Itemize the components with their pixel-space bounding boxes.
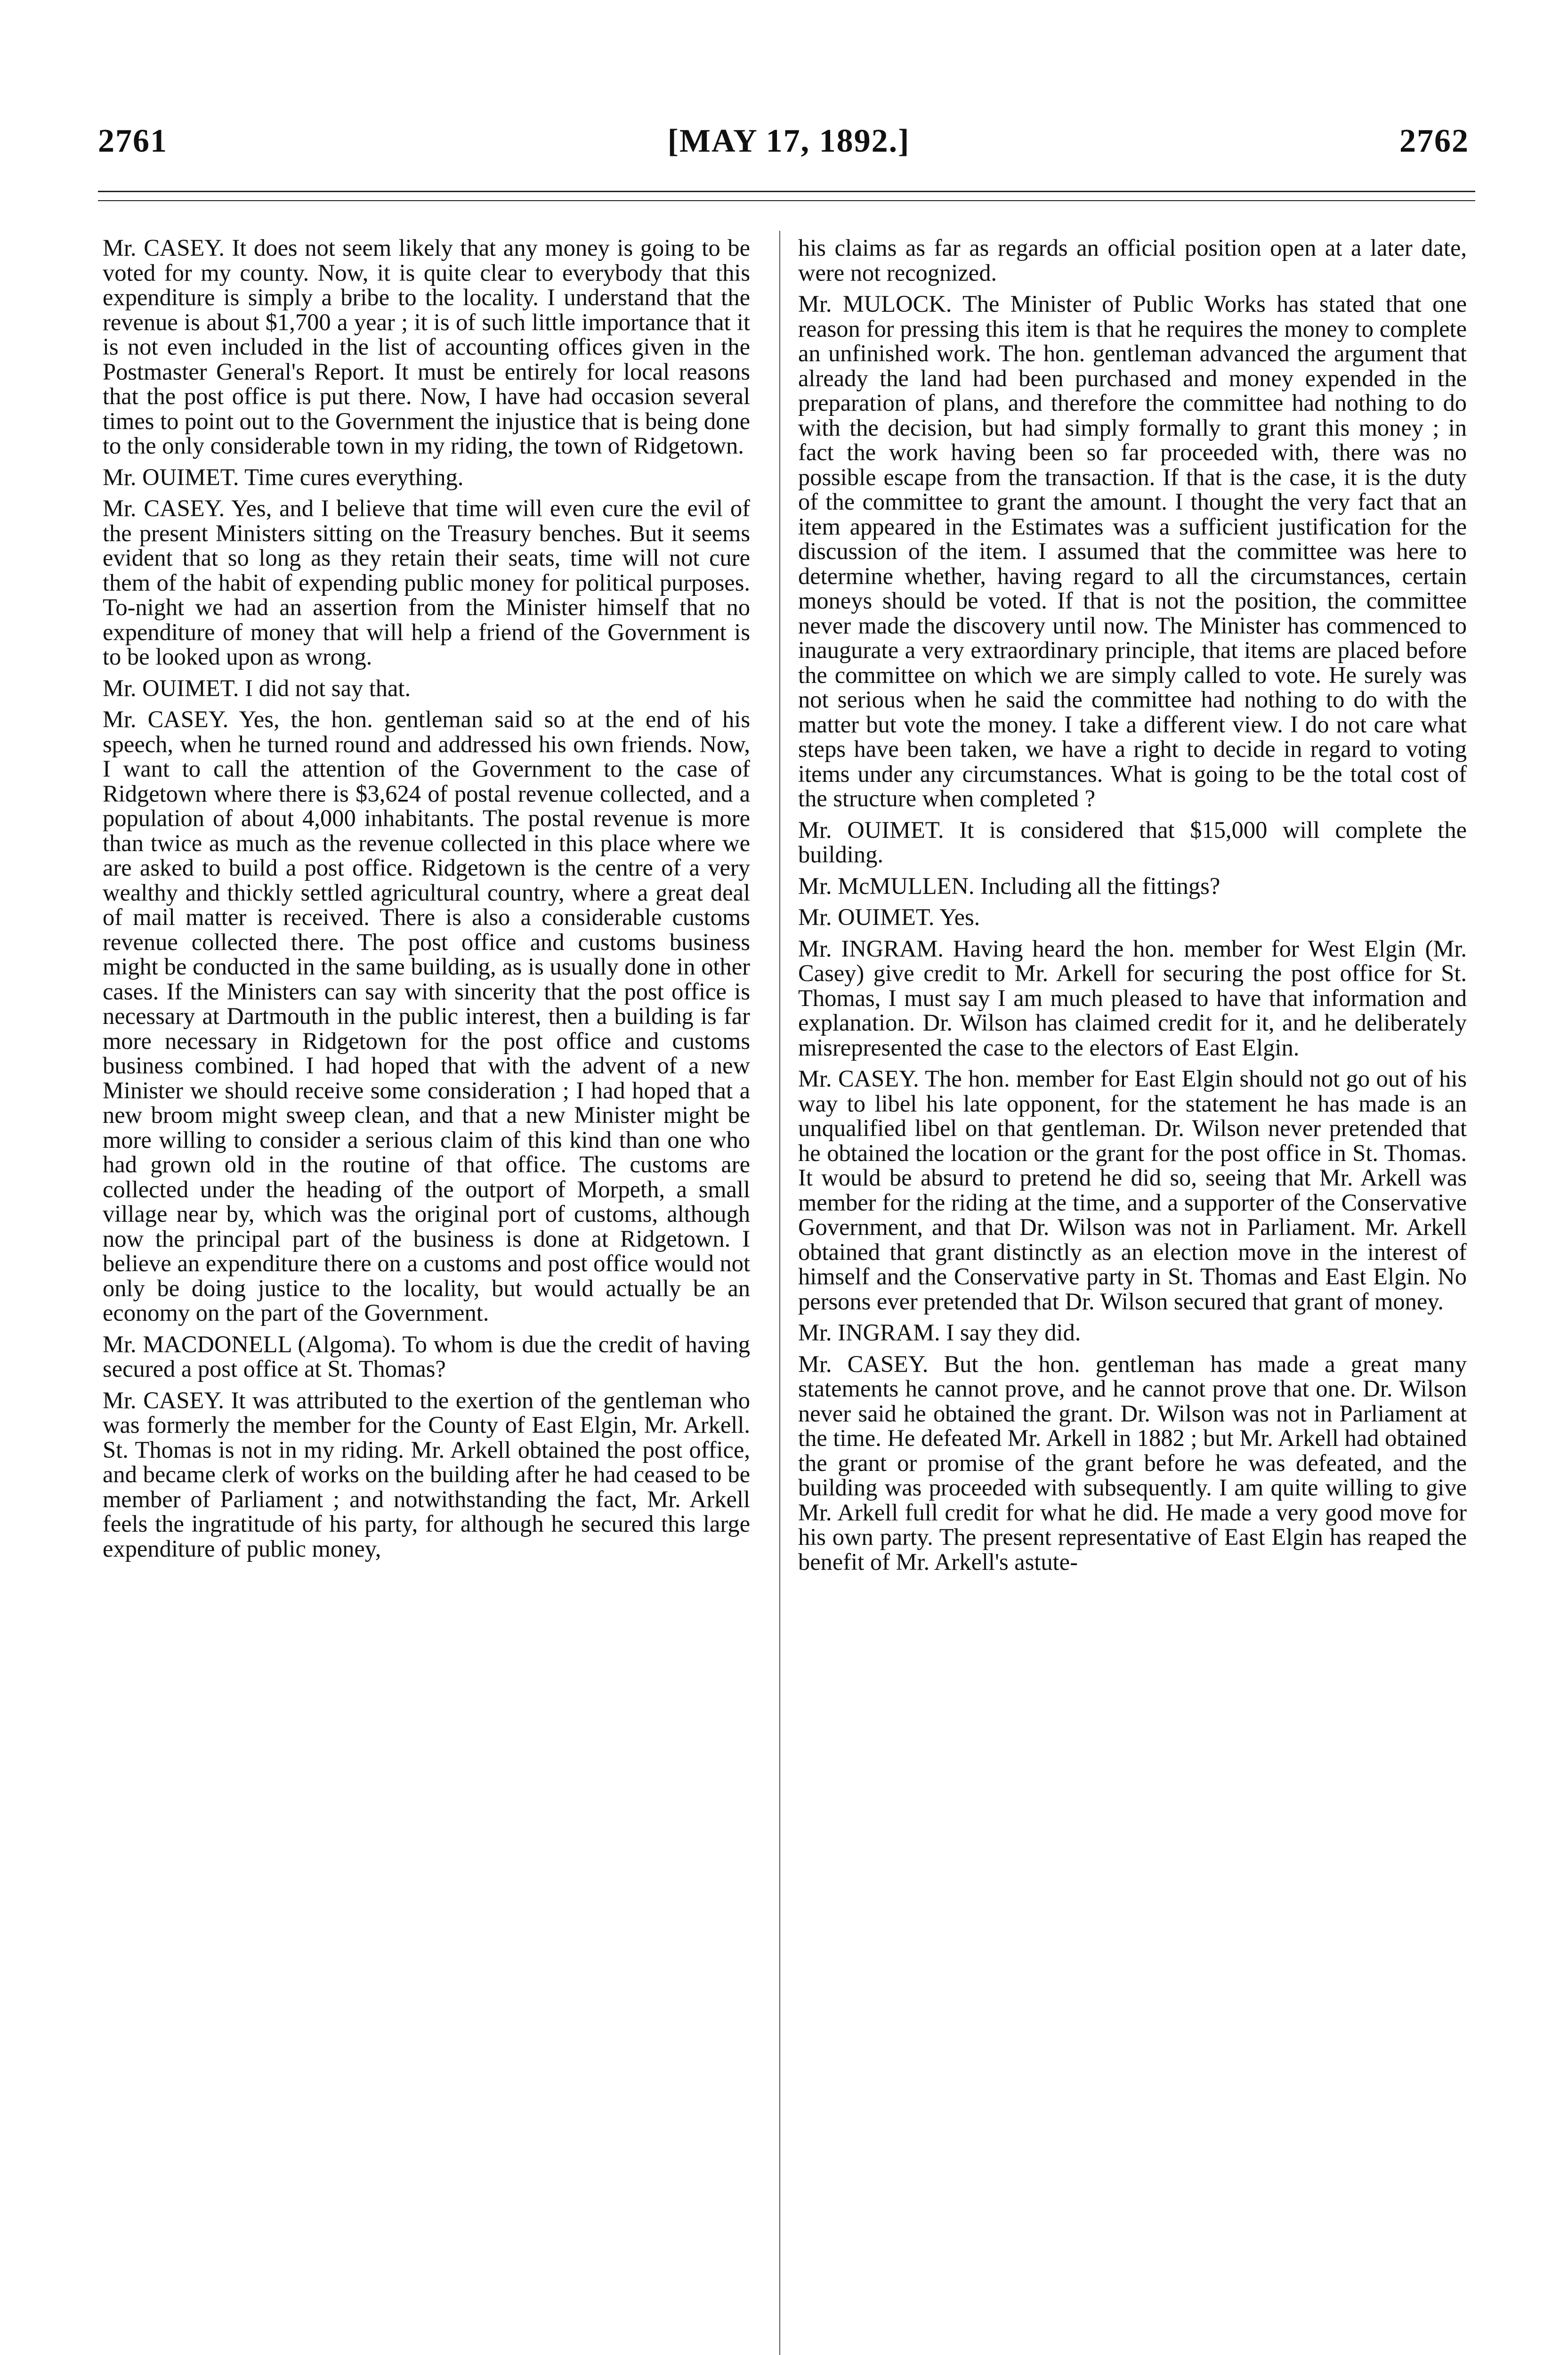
page-number-right: 2762: [1399, 123, 1469, 159]
speech-text: It does not seem likely that any money is going to be voted for my county. Now, it is quite clear to everybody that this expenditure is simply a bribe to the locality. I understand that the revenue is about $1,700 a year ; it is of such little importance that it is not even included in the list of accounting offices given in the Postmaster General's Report. It must be entirely for local reasons that the post office is put there. Now, I have had occasion several times to point out to the Government the injustice that is being done to the only considerable town in my riding, the town of Ridgetown.: [103, 235, 750, 459]
paragraph: [798, 905, 1467, 930]
page-date-header: [MAY 17, 1892.]: [667, 123, 910, 159]
page-number-left: 2761: [98, 123, 168, 159]
speaker-name: Mr. INGRAM.: [798, 935, 944, 962]
speaker-name: Mr. CASEY.: [103, 1387, 224, 1413]
speaker-name: Mr. CASEY.: [103, 706, 229, 732]
speech-text: It was attributed to the exertion of the gentleman who was formerly the member for the County of East Elgin, Mr. Arkell. St. Thomas is not in my riding. Mr. Arkell obtained the post office, and became clerk of works on the building after he had ceased to be member of Parliament ; and notwithstanding the fact, Mr. Arkell feels the ingratitude of his party, for although he secured this large expenditure of public money,: [103, 1387, 750, 1562]
speaker-name: Mr. OUIMET.: [103, 463, 239, 490]
paragraph: [798, 1066, 1467, 1314]
speaker-name: Mr. CASEY.: [798, 1065, 919, 1092]
paragraph-continued: [798, 236, 1467, 285]
speech-text: Having heard the hon. member for West Elgin (Mr. Casey) give credit to Mr. Arkell for securing the post office for St. Thomas, I must say I am much pleased to have that information and explanation. Dr. Wilson has claimed credit for it, and he deliberately misrepresented the case to the electors of East Elgin.: [798, 935, 1467, 1061]
paragraph: [103, 1388, 750, 1561]
speaker-name: Mr. OUIMET.: [798, 816, 944, 843]
column-divider: [779, 231, 780, 2355]
paragraph: [798, 1352, 1467, 1575]
speech-text: The Minister of Public Works has stated that one reason for pressing this item is that he requires the money to complete an unfinished work. The hon. gentleman advanced the argument that already the land had been purchased and money expended in the preparation of plans, and therefore the committee had nothing to do with the decision, but had simply formally to grant this money ; in fact the work having been so far proceeded with, there was no possible escape from the transaction. If that is the case, it is the duty of the committee to grant the amount. I thought the very fact that an item appeared in the Estimates was a sufficient justification for the discussion of the item. I assumed that the committee was here to determine whether, having regard to all the circumstances, certain moneys should be voted. If that is not the position, the committee never made the discovery until now. The Minister has commenced to inaugurate a very extraordinary principle, that items are placed before the committee on which we are simply called to vote. He surely was not serious when he said the committee had nothing to do with the matter but vote the money. I take a different view. I do not care what steps have been taken, we have a right to decide in regard to voting items under any circumstances. What is going to be the total cost of the structure when completed ?: [798, 291, 1467, 812]
paragraph: [798, 1320, 1467, 1345]
left-column: [103, 236, 750, 1567]
speaker-name: Mr. CASEY.: [798, 1350, 929, 1377]
paragraph: [798, 874, 1467, 899]
speech-text: But the hon. gentleman has made a great many statements he cannot prove, and he cannot prove that one. Dr. Wilson never said he obtained the grant. Dr. Wilson was not in Parliament at the time. He defeated Mr. Arkell in 1882 ; but Mr. Arkell had obtained the grant or promise of the grant before he was defeated, and the building was proceeded with subsequently. I am quite willing to give Mr. Arkell full credit for what he did. He made a very good move for his own party. The present representative of East Elgin has reaped the benefit of Mr. Arkell's astute-: [798, 1350, 1467, 1575]
speech-text: I say they did.: [946, 1319, 1081, 1346]
right-column: [798, 236, 1467, 1581]
speech-text: Including all the fittings?: [980, 872, 1220, 899]
paragraph: [103, 465, 750, 490]
speech-text: It is considered that $15,000 will complete the building.: [798, 816, 1467, 868]
paragraph: [103, 236, 750, 458]
speaker-name: Mr. CASEY.: [103, 495, 225, 521]
speaker-name: Mr. OUIMET.: [103, 674, 239, 701]
paragraph: [103, 1332, 750, 1381]
paragraph: [103, 496, 750, 669]
speech-text: The hon. member for East Elgin should not go out of his way to libel his late opponent, for the statement he has made is an unqualified libel on that gentleman. Dr. Wilson never pretended that he obtained the location or the grant for the post office in St. Thomas. It would be absurd to pretend he did so, seeing that Mr. Arkell was member for the riding at the time, and a supporter of the Conservative Government, and that Dr. Wilson was not in Parliament. Mr. Arkell obtained that grant distinctly as an election move in the interest of himself and the Conservative party in St. Thomas and East Elgin. No persons ever pretended that Dr. Wilson secured that grant of money.: [798, 1065, 1467, 1315]
speaker-name: Mr. INGRAM.: [798, 1319, 940, 1346]
header-rule-bottom: [98, 200, 1475, 201]
speaker-name: Mr. CASEY.: [103, 235, 225, 261]
speech-text: his claims as far as regards an official position open at a later date, were not recognized.: [798, 235, 1467, 286]
speaker-name: Mr. MULOCK.: [798, 291, 952, 317]
speech-text: Yes, and I believe that time will even cure the evil of the present Ministers sitting on the Treasury benches. But it seems evident that so long as they retain their seats, time will not cure them of the habit of expending public money for political purposes. To-night we had an assertion from the Minister himself that no expenditure of money that will help a friend of the Government is to be looked upon as wrong.: [103, 495, 750, 670]
speech-text: To whom is due the credit of having secured a post office at St. Thomas?: [103, 1331, 750, 1382]
speaker-name: Mr. McMULLEN.: [798, 872, 975, 899]
speech-text: Yes, the hon. gentleman said so at the end of his speech, when he turned round and addressed his own friends. Now, I want to call the attention of the Government to the case of Ridgetown where there is $3,624 of postal revenue collected, and a population of about 4,000 inhabitants. The postal revenue is more than twice as much as the revenue collected in this place where we are asked to build a post office. Ridgetown is the centre of a very wealthy and thickly settled agricultural country, where a great deal of mail matter is received. There is also a considerable customs revenue collected there. The post office and customs business might be conducted in the same building, as is usually done in other cases. If the Ministers can say with sincerity that the post office is necessary at Dartmouth in the public interest, then a building is far more necessary in Ridgetown for the post office and customs business combined. I had hoped that with the advent of a new Minister we should receive some consideration ; I had hoped that a new broom might sweep clean, and that a new Minister might be more willing to consider a serious claim of this kind than one who had grown old in the routine of that office. The customs are collected under the heading of the outport of Morpeth, a small village near by, which was the original port of customs, although now the principal part of the business is done at Ridgetown. I believe an expenditure there on a customs and post office would not only be doing justice to the locality, but would actually be an economy on the part of the Government.: [103, 706, 750, 1326]
speech-text: Yes.: [939, 904, 980, 930]
speech-text: I did not say that.: [245, 674, 411, 701]
speech-text: Time cures everything.: [244, 463, 464, 490]
header-rule-top: [98, 191, 1475, 192]
paragraph: [798, 292, 1467, 811]
paragraph: [103, 676, 750, 701]
speaker-name: Mr. MACDONELL (Algoma).: [103, 1331, 396, 1357]
paragraph: [798, 818, 1467, 867]
paragraph: [103, 707, 750, 1325]
speaker-name: Mr. OUIMET.: [798, 904, 935, 930]
paragraph: [798, 936, 1467, 1060]
